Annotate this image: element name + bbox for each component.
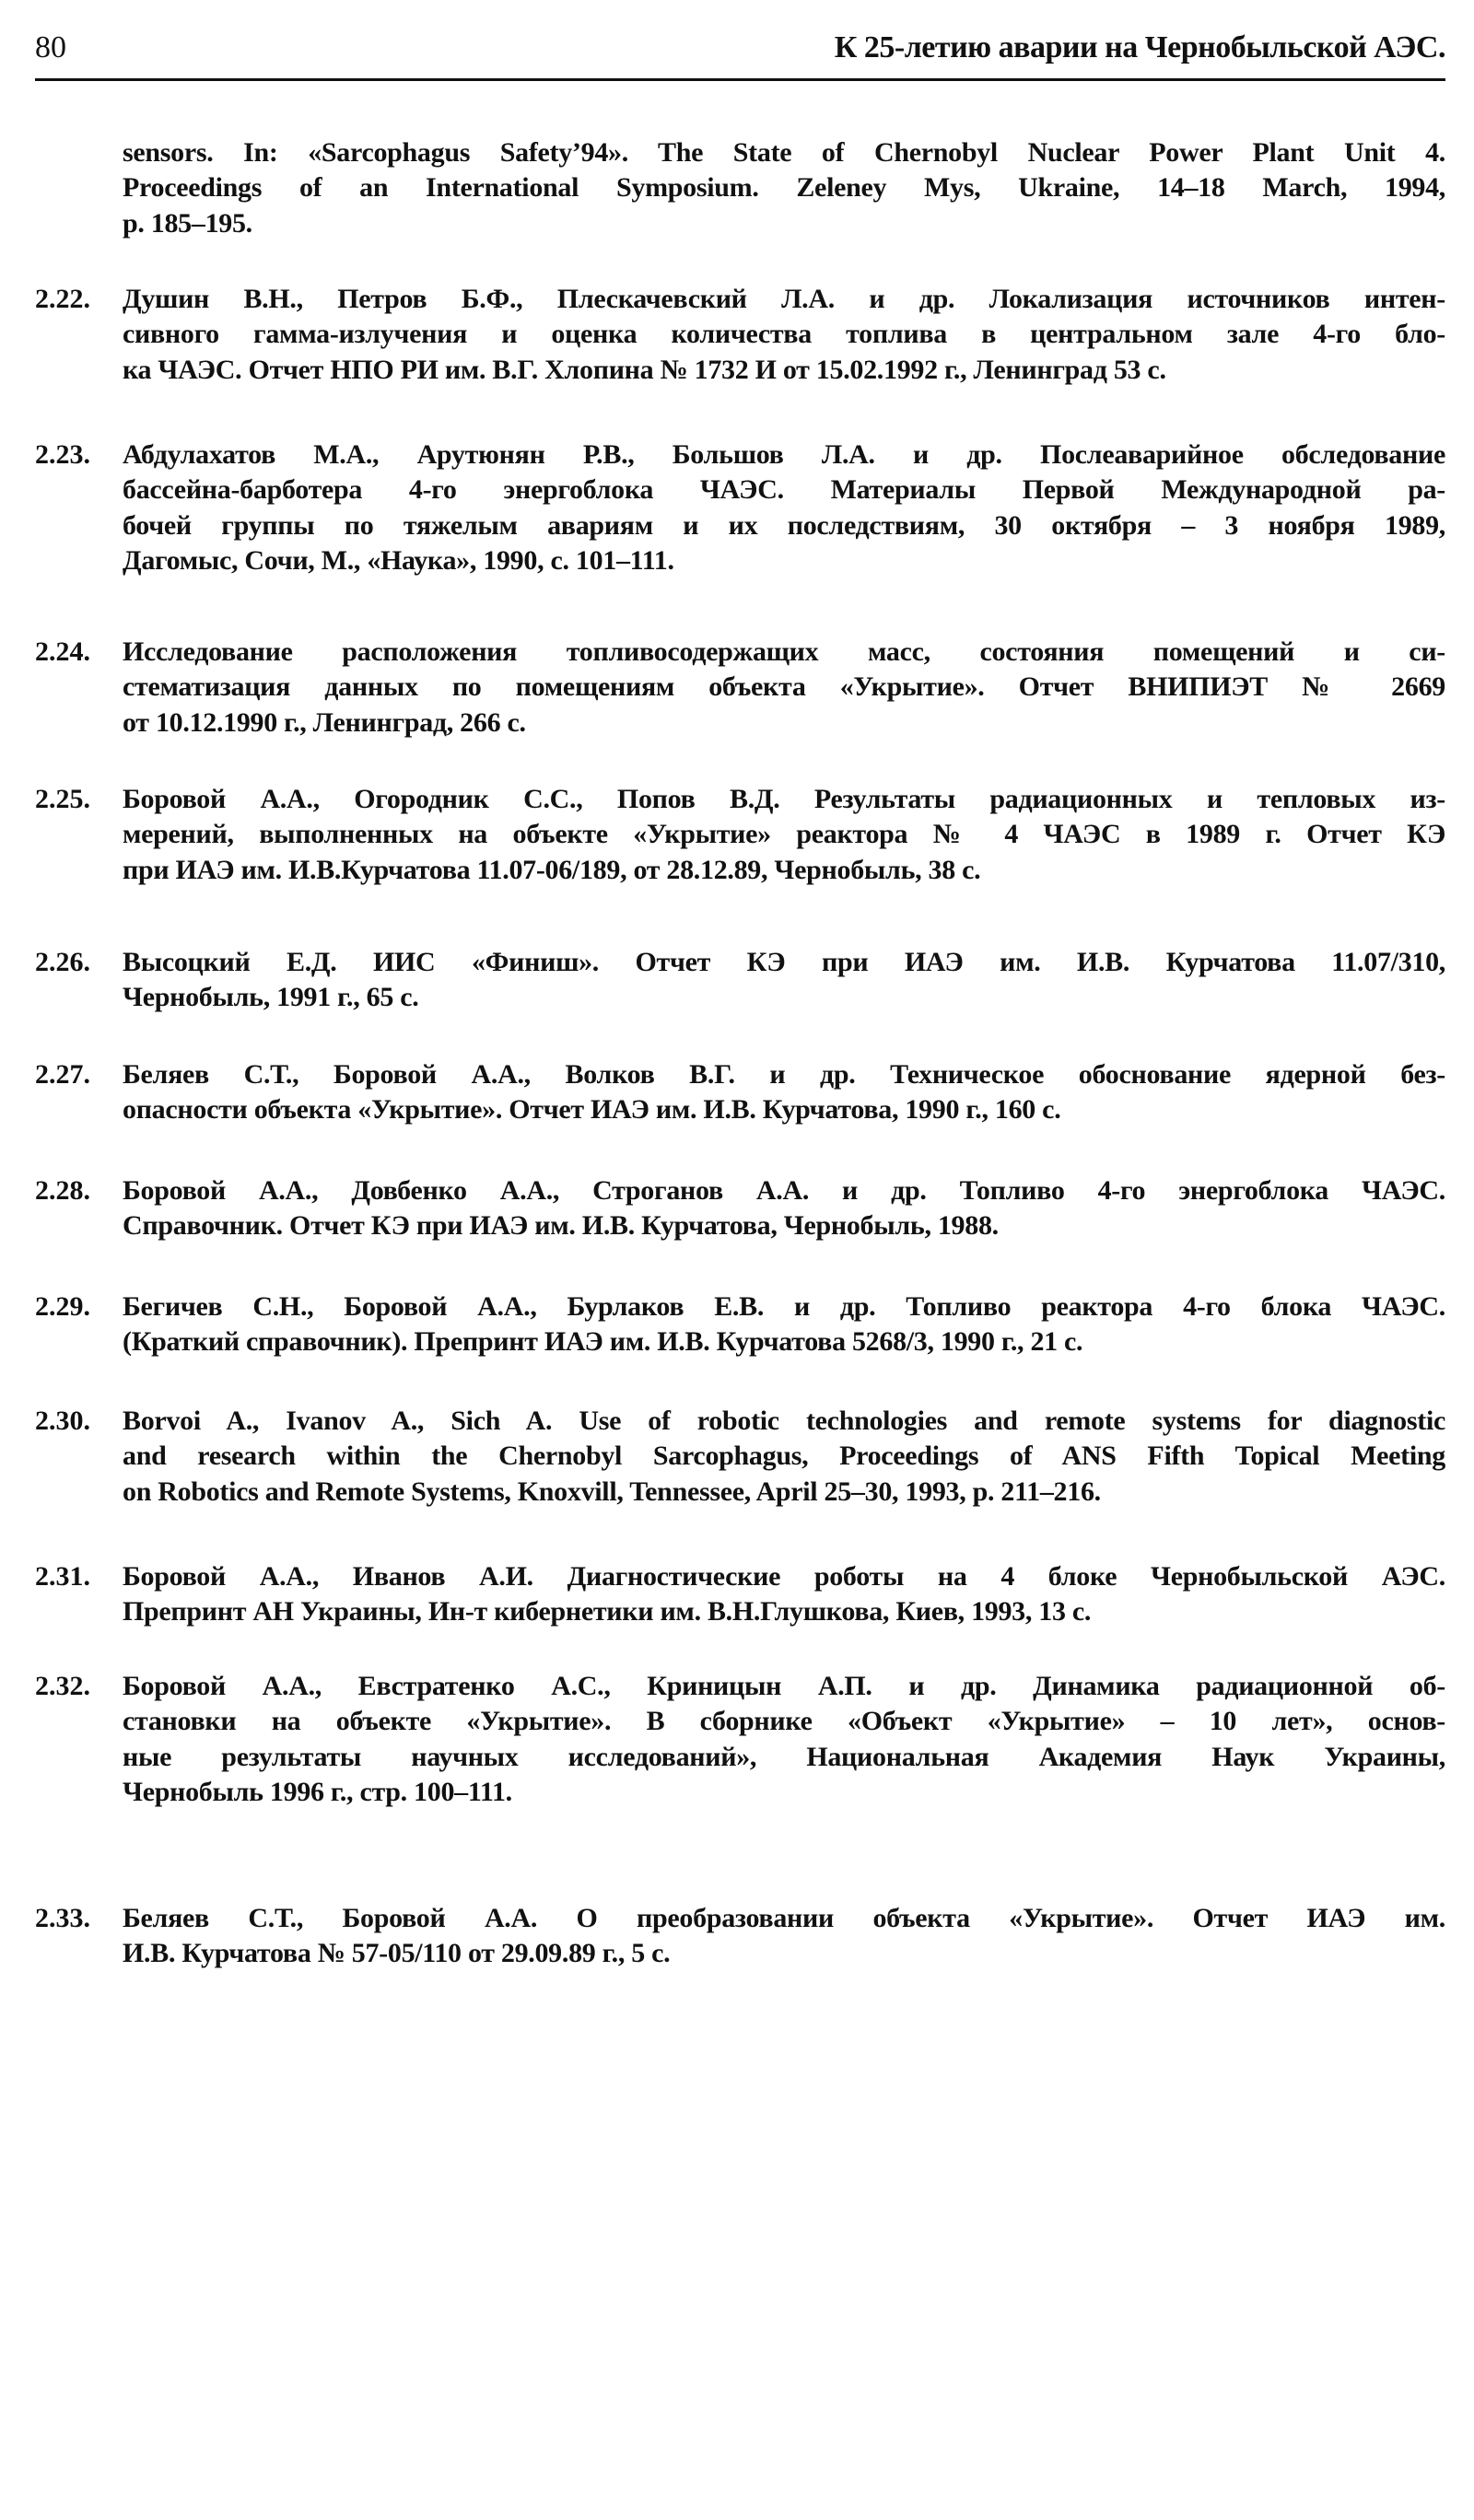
page-number: 80 (35, 30, 66, 64)
reference-text (123, 635, 1445, 741)
reference-text (123, 1173, 1445, 1244)
reference-number: 2.23. (35, 439, 90, 470)
reference-number: 2.25. (35, 784, 90, 814)
reference-text (123, 945, 1445, 1016)
reference-line: при ИАЭ им. И.В.Курчатова 11.07-06/189, от 28.12.89, Чернобыль, 38 с. (123, 854, 981, 885)
reference-line: Беляев С.Т., Боровой А.А., Волков В.Г. и др. Техническое обоснование ядерной без- (123, 1059, 1445, 1090)
reference-line: Абдулахатов М.А., Арутюнян Р.В., Большов Л.А. и др. Послеаварийное обследование (123, 439, 1445, 470)
reference-line: Чернобыль, 1991 г., 65 с. (123, 982, 419, 1013)
reference-number: 2.28. (35, 1175, 90, 1206)
reference-number: 2.31. (35, 1561, 90, 1592)
reference-number: 2.33. (35, 1903, 90, 1933)
reference-line: Боровой А.А., Евстратенко А.С., Криницын А.П. и др. Динамика радиационной об- (123, 1671, 1445, 1701)
reference-number: 2.30. (35, 1406, 90, 1436)
reference-line: Бегичев С.Н., Боровой А.А., Бурлаков Е.В. и др. Топливо реактора 4-го блока ЧАЭС. (123, 1291, 1445, 1322)
reference-line: сивного гамма-излучения и оценка количества топлива в центральном зале 4-го бло- (123, 319, 1445, 350)
reference-line: Исследование расположения топливосодержащих масс, состояния помещений и си- (123, 636, 1445, 667)
reference-line: ка ЧАЭС. Отчет НПО РИ им. В.Г. Хлопина № 1732 И от 15.02.1992 г., Ленинград 53 с. (123, 354, 1166, 385)
reference-line: Боровой А.А., Иванов А.И. Диагностические роботы на 4 блоке Чернобыльской АЭС. (123, 1561, 1445, 1592)
reference-text (123, 135, 1445, 241)
reference-number: 2.32. (35, 1671, 90, 1701)
reference-text (123, 1289, 1445, 1360)
reference-line: И.В. Курчатова № 57-05/110 от 29.09.89 г., 5 с. (123, 1938, 671, 1969)
reference-line: Borvoi A., Ivanov A., Sich A. Use of robotic technologies and remote systems for diagnostic (123, 1406, 1445, 1436)
reference-line: ные результаты научных исследований», Национальная Академия Наук Украины, (123, 1741, 1445, 1772)
reference-line: опасности объекта «Укрытие». Отчет ИАЭ им. И.В. Курчатова, 1990 г., 160 с. (123, 1094, 1061, 1126)
reference-line: бочей группы по тяжелым авариям и их последствиям, 30 октября – 3 ноября 1989, (123, 509, 1445, 541)
reference-line: Боровой А.А., Огородник С.С., Попов В.Д. Результаты радиационных и тепловых из- (123, 784, 1445, 814)
reference-text (123, 282, 1445, 388)
reference-line: стематизация данных по помещениям объекта «Укрытие». Отчет ВНИПИЭТ № 2669 (123, 671, 1445, 703)
reference-number: 2.24. (35, 636, 90, 667)
reference-number: 2.26. (35, 947, 90, 977)
reference-line: sensors. In: «Sarcophagus Safety’94». The State of Chernobyl Nuclear Power Plant Unit 4. (123, 137, 1445, 168)
reference-line: and research within the Chernobyl Sarcophagus, Proceedings of ANS Fifth Topical Meeting (123, 1441, 1445, 1472)
reference-text (123, 1901, 1445, 1972)
reference-text (123, 1669, 1445, 1811)
running-title: К 25-летию аварии на Чернобыльской АЭС. (834, 30, 1445, 64)
reference-line: Высоцкий Е.Д. ИИС «Финиш». Отчет КЭ при ИАЭ им. И.В. Курчатова 11.07/310, (123, 947, 1445, 977)
reference-line: Беляев С.Т., Боровой А.А. О преобразовании объекта «Укрытие». Отчет ИАЭ им. (123, 1903, 1445, 1933)
reference-line: Душин В.Н., Петров Б.Ф., Плескачевский Л.А. и др. Локализация источников интен- (123, 284, 1445, 314)
reference-line: бассейна-барботера 4-го энергоблока ЧАЭС. Материалы Первой Международной ра- (123, 474, 1445, 506)
reference-line: Справочник. Отчет КЭ при ИАЭ им. И.В. Курчатова, Чернобыль, 1988. (123, 1210, 999, 1242)
reference-line: p. 185–195. (123, 207, 252, 239)
reference-line: on Robotics and Remote Systems, Knoxvill, Tennessee, April 25–30, 1993, p. 211–216. (123, 1476, 1101, 1507)
reference-line: Proceedings of an International Symposium. Zeleney Mys, Ukraine, 14–18 March, 1994, (123, 172, 1445, 204)
reference-text (123, 782, 1445, 888)
reference-text (123, 1057, 1445, 1128)
reference-line: Препринт АН Украины, Ин-т кибернетики им. В.Н.Глушкова, Киев, 1993, 13 с. (123, 1596, 1092, 1628)
reference-line: Чернобыль 1996 г., стр. 100–111. (123, 1777, 512, 1808)
reference-number: 2.22. (35, 284, 90, 314)
header-rule (35, 78, 1445, 81)
reference-line: Дагомыс, Сочи, М., «Наука», 1990, с. 101–111. (123, 545, 674, 577)
reference-text (123, 1559, 1445, 1630)
reference-line: от 10.12.1990 г., Ленинград, 266 с. (123, 706, 526, 738)
reference-text (123, 438, 1445, 579)
reference-line: Боровой А.А., Довбенко А.А., Строганов А.А. и др. Топливо 4-го энергоблока ЧАЭС. (123, 1175, 1445, 1206)
reference-line: мерений, выполненных на объекте «Укрытие» реактора № 4 ЧАЭС в 1989 г. Отчет КЭ (123, 819, 1445, 850)
reference-number: 2.29. (35, 1291, 90, 1322)
reference-text (123, 1404, 1445, 1510)
reference-number: 2.27. (35, 1059, 90, 1090)
reference-line: становки на объекте «Укрытие». В сборнике «Объект «Укрытие» – 10 лет», основ- (123, 1706, 1445, 1737)
reference-line: (Краткий справочник). Препринт ИАЭ им. И.В. Курчатова 5268/3, 1990 г., 21 с. (123, 1326, 1083, 1358)
